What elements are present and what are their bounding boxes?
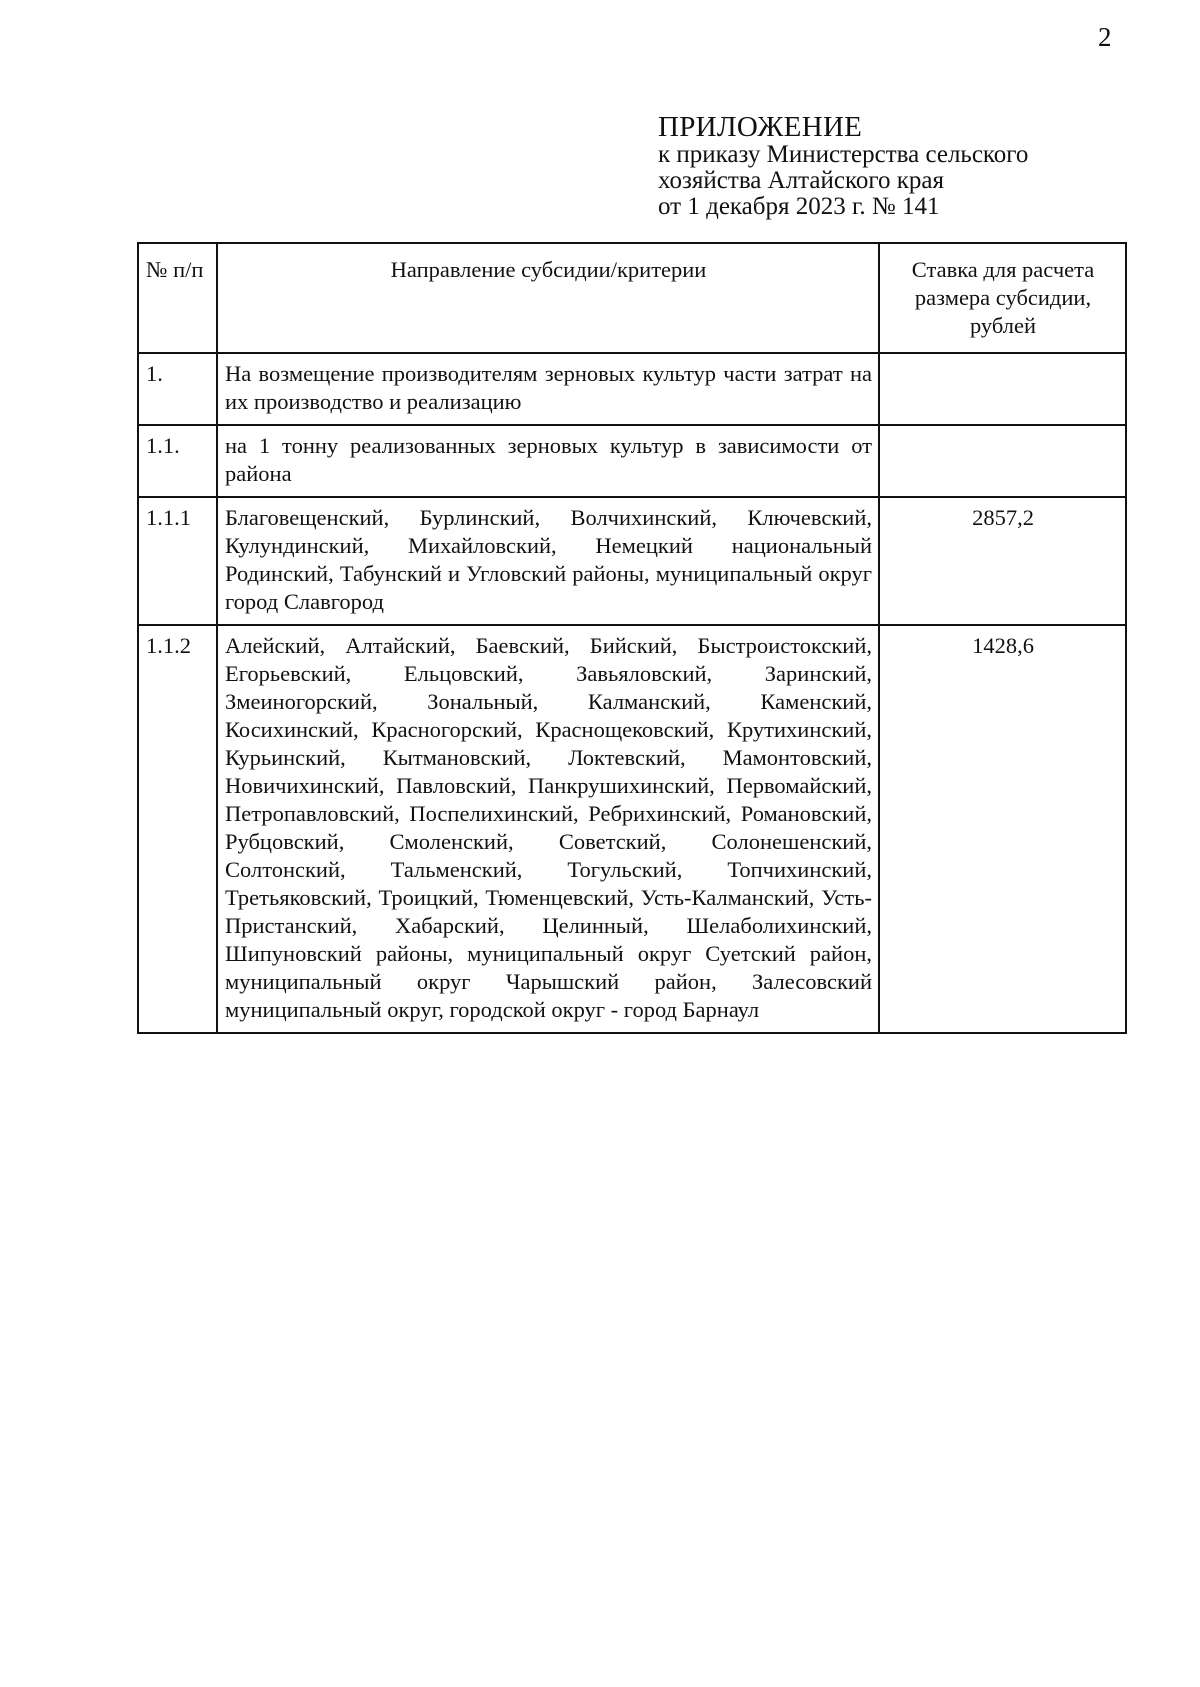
table-row [138, 425, 1126, 497]
row-num: 1.1. [138, 425, 217, 497]
table-row [138, 497, 1126, 625]
row-rate [879, 425, 1126, 497]
subsidy-table [137, 242, 1127, 1034]
row-num: 1.1.2 [138, 625, 217, 1033]
table-row [138, 353, 1126, 425]
row-text: Благовещенский, Бурлинский, Волчихинский, Ключевский, Кулундинский, Михайловский, Немецкий национальный Родинский, Табунский и Угловский районы, муниципальный округ город Славгород [217, 497, 879, 625]
row-text: Алейский, Алтайский, Баевский, Бийский, Быстроистокский, Егорьевский, Ельцовский, Завьяловский, Заринский, Змеиногорский, Зональный, Калманский, Каменский, Косихинский, Красногорский, Краснощековский, Крутихинский, Курьинский, Кытмановский, Локтевский, Мамонтовский, Новичихинский, Павловский, Панкрушихинский, Первомайский, Петропавловский, Поспелихинский, Ребрихинский, Романовский, Рубцовский, Смоленский, Советский, Солонешенский, Солтонский, Тальменский, Тогульский, Топчихинский, Третьяковский, Троицкий, Тюменцевский, Усть-Калманский, Усть-Пристанский, Хабарский, Целинный, Шелаболихинский, Шипуновский районы, муниципальный округ Суетский район, муниципальный округ Чарышский район, Залесовский муниципальный округ, городской округ - город Барнаул [217, 625, 879, 1033]
row-num: 1.1.1 [138, 497, 217, 625]
column-header-rate: Ставка для расчета размера субсидии, рублей [879, 243, 1126, 353]
column-header-num: № п/п [138, 243, 217, 353]
row-text: на 1 тонну реализованных зерновых культур в зависимости от района [217, 425, 879, 497]
table-header-row [138, 243, 1126, 353]
row-rate: 1428,6 [879, 625, 1126, 1033]
page-number: 2 [1098, 22, 1112, 52]
appendix-line-2: хозяйства Алтайского края [658, 167, 944, 194]
row-rate: 2857,2 [879, 497, 1126, 625]
row-num: 1. [138, 353, 217, 425]
row-text: На возмещение производителям зерновых культур части затрат на их производство и реализацию [217, 353, 879, 425]
appendix-line-1: к приказу Министерства сельского [658, 141, 1029, 168]
appendix-title: ПРИЛОЖЕНИЕ [658, 111, 863, 143]
appendix-line-3: от 1 декабря 2023 г. № 141 [658, 193, 940, 220]
table-row [138, 625, 1126, 1033]
row-rate [879, 353, 1126, 425]
column-header-direction: Направление субсидии/критерии [217, 243, 879, 353]
appendix-header [658, 112, 1028, 220]
